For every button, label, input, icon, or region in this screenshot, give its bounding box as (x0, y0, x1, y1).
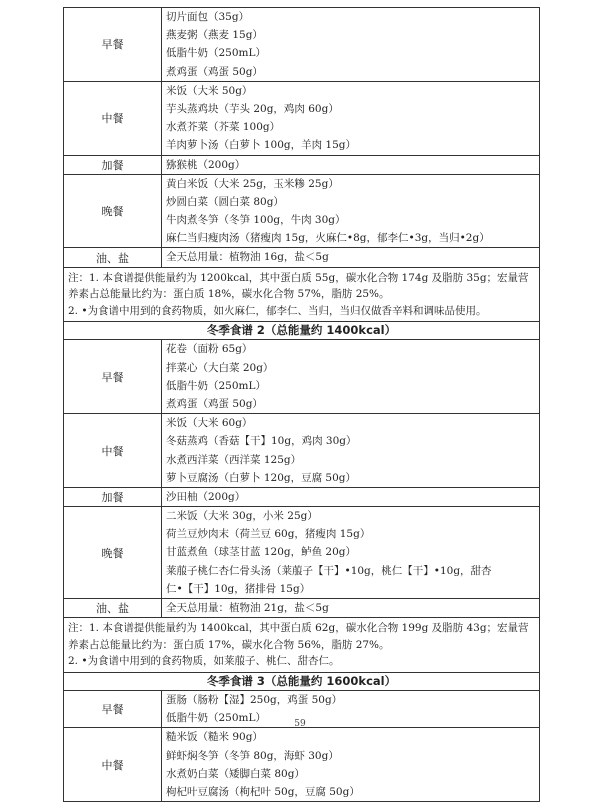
meal-row (64, 174, 540, 248)
meal-row (64, 728, 540, 802)
meal-row (64, 155, 540, 174)
meal-name: 中餐 (64, 728, 162, 802)
meal-items (162, 599, 540, 618)
food-item: 蛋肠（肠粉【湿】250g，鸡蛋 50g） (166, 694, 343, 706)
meal-items (162, 340, 540, 414)
food-item: 冬菇蒸鸡（香菇【干】10g，鸡肉 30g） (166, 435, 357, 448)
meal-name: 晚餐 (64, 174, 162, 248)
meal-row (64, 340, 540, 414)
food-item: 芋头蒸鸡块（芋头 20g，鸡肉 60g） (166, 102, 339, 115)
food-item: 水煮芥菜（芥菜 100g） (166, 121, 281, 134)
meal-row (64, 248, 540, 267)
meal-items (162, 248, 540, 267)
meal-name: 中餐 (64, 81, 162, 155)
food-item: 切片面包（35g） (166, 11, 250, 23)
food-item: 燕麦粥（燕麦 15g） (166, 29, 263, 42)
menu-title: 冬季食谱 2（总能量约 1400kcal） (64, 322, 540, 340)
note-line: 2. •为食谱中用到的食药物质，如莱菔子、桃仁、甜杏仁。 (68, 655, 340, 668)
food-item: 全天总用量：植物油 21g，盐＜5g (166, 602, 329, 615)
meal-items (162, 155, 540, 174)
food-item: 低脂牛奶（250mL） (166, 379, 266, 392)
food-item: 荷兰豆炒肉末（荷兰豆 60g，猪瘦肉 15g） (166, 528, 371, 541)
meal-items (162, 728, 540, 802)
note-line: 注：1. 本食谱提供能量约为 1400kcal，其中蛋白质 62g，碳水化合物 199g 及脂肪 43g；宏量营养素占总能量比约为：蛋白质 17%，碳水化合物 56%，脂肪 27%。 (68, 622, 529, 651)
meal-row (64, 507, 540, 599)
notes (64, 267, 540, 322)
page-number: 59 (294, 719, 306, 729)
meal-items (162, 8, 540, 82)
food-item: 炒圆白菜（圆白菜 80g） (166, 195, 284, 208)
meal-row (64, 487, 540, 506)
meal-name: 早餐 (64, 340, 162, 414)
meal-name: 中餐 (64, 414, 162, 488)
note-line: 注：1. 本食谱提供能量约为 1200kcal，其中蛋白质 55g，碳水化合物 174g 及脂肪 35g；宏量营养素占总能量比约为：蛋白质 18%，碳水化合物 57%，脂肪 25%。 (68, 271, 529, 301)
food-item: 萝卜豆腐汤（白萝卜 120g，豆腐 50g） (166, 471, 357, 484)
food-item: 莱菔子桃仁杏仁骨头汤（莱菔子【干】•10g，桃仁【干】•10g，甜杏 (166, 564, 492, 577)
food-item: 麻仁当归瘦肉汤（猪瘦肉 15g，火麻仁•8g，郁李仁•3g，当归•2g） (166, 232, 490, 245)
food-item: 黄白米饭（大米 25g，玉米糁 25g） (166, 177, 339, 190)
food-item: 糙米饭（糙米 90g） (166, 731, 263, 744)
food-item: 羊肉萝卜汤（白萝卜 100g，羊肉 15g） (166, 139, 357, 152)
meal-row (64, 81, 540, 155)
food-item: 米饭（大米 60g） (166, 417, 253, 430)
diet-menu-table (63, 7, 540, 802)
meal-name: 早餐 (64, 8, 162, 82)
meal-items (162, 487, 540, 506)
food-item: 煮鸡蛋（鸡蛋 50g） (166, 397, 263, 410)
food-item: 水煮奶白菜（矮脚白菜 80g） (166, 767, 305, 780)
food-item: 水煮西洋菜（西洋菜 125g） (166, 453, 302, 466)
note-line: 2. •为食谱中用到的食药物质，如火麻仁，郁李仁、当归，当归仅做香辛料和调味品使用。 (68, 304, 487, 317)
meal-items (162, 414, 540, 488)
food-item: 低脂牛奶（250mL） (166, 712, 266, 725)
food-item: 全天总用量：植物油 16g，盐＜5g (166, 251, 329, 264)
food-item: 二米饭（大米 30g，小米 25g） (166, 510, 318, 523)
meal-name: 加餐 (64, 487, 162, 506)
food-item: 沙田柚（200g） (166, 490, 246, 503)
meal-name: 晚餐 (64, 507, 162, 599)
food-item: 米饭（大米 50g） (166, 84, 253, 97)
menu-title: 冬季食谱 3（总能量约 1600kcal） (64, 673, 540, 691)
food-item: 仁•【干】10g，猪排骨 15g） (166, 582, 311, 595)
food-item: 枸杞叶豆腐汤（枸杞叶 50g，豆腐 50g） (166, 785, 360, 798)
food-item: 煮鸡蛋（鸡蛋 50g） (166, 65, 263, 78)
food-item: 花卷（面粉 65g） (166, 343, 253, 356)
food-item: 猕猴桃（200g） (166, 158, 246, 171)
food-item: 鲜虾焖冬笋（冬笋 80g，海虾 30g） (166, 749, 339, 762)
food-item: 拌菜心（大白菜 20g） (166, 361, 274, 374)
notes (64, 618, 540, 673)
food-item: 甘蓝煮鱼（球茎甘蓝 120g，鲈鱼 20g） (166, 546, 357, 559)
meal-items (162, 81, 540, 155)
food-item: 牛肉煮冬笋（冬笋 100g，牛肉 30g） (166, 214, 346, 227)
meal-row (64, 599, 540, 618)
meal-items (162, 507, 540, 599)
meal-name: 油、盐 (64, 599, 162, 618)
meal-name: 油、盐 (64, 248, 162, 267)
food-item: 低脂牛奶（250mL） (166, 47, 266, 60)
meal-name: 加餐 (64, 155, 162, 174)
meal-name: 早餐 (64, 691, 162, 728)
meal-items (162, 174, 540, 248)
meal-row (64, 414, 540, 488)
meal-row (64, 8, 540, 82)
